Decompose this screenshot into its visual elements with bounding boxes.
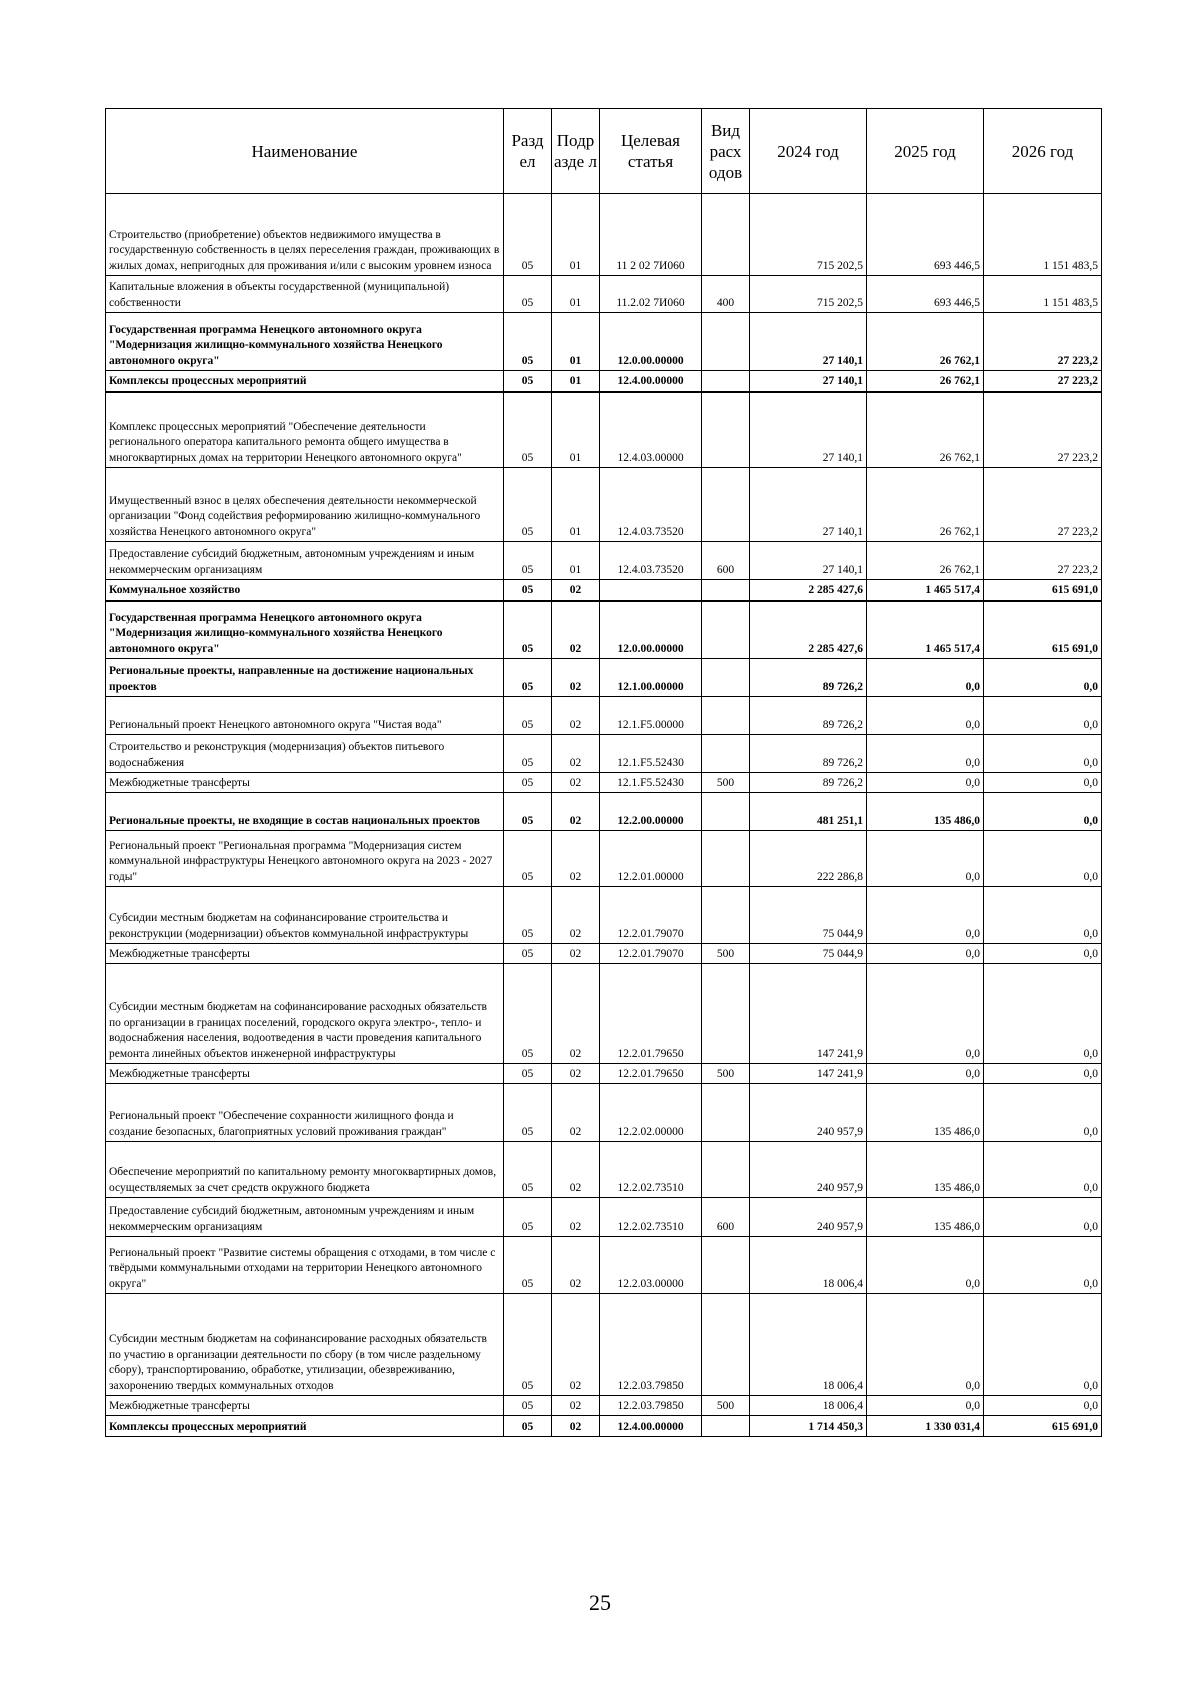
budget-table — [105, 108, 1102, 1437]
row-amount-2024: 715 202,5 — [750, 194, 867, 276]
table-row — [106, 887, 1102, 944]
row-tselevaya-statya: 12.4.03.73520 — [600, 542, 702, 580]
row-razdel: 05 — [504, 371, 552, 392]
row-amount-2024: 27 140,1 — [750, 392, 867, 468]
row-podrazdel: 02 — [552, 944, 600, 964]
row-vid-rashodov — [702, 697, 750, 735]
row-amount-2026: 1 151 483,5 — [984, 276, 1102, 313]
table-row — [106, 1198, 1102, 1237]
row-amount-2026: 27 223,2 — [984, 468, 1102, 542]
row-amount-2026: 27 223,2 — [984, 371, 1102, 392]
row-name: Межбюджетные трансферты — [106, 1064, 504, 1084]
row-razdel: 05 — [504, 1142, 552, 1198]
table-row — [106, 831, 1102, 887]
table-row — [106, 276, 1102, 313]
row-name: Региональные проекты, направленные на достижение национальных проектов — [106, 659, 504, 697]
table-row — [106, 773, 1102, 793]
row-tselevaya-statya: 12.2.01.79650 — [600, 964, 702, 1064]
row-tselevaya-statya: 12.2.00.00000 — [600, 793, 702, 831]
row-amount-2026: 1 151 483,5 — [984, 194, 1102, 276]
row-razdel: 05 — [504, 194, 552, 276]
row-amount-2024: 89 726,2 — [750, 697, 867, 735]
row-amount-2026: 0,0 — [984, 773, 1102, 793]
header-razdel: Разд ел — [504, 109, 552, 194]
row-razdel: 05 — [504, 697, 552, 735]
row-name: Субсидии местным бюджетам на софинансирование строительства и реконструкции (модернизации) объектов коммунальной инфраструктуры — [106, 887, 504, 944]
row-amount-2024: 75 044,9 — [750, 887, 867, 944]
row-amount-2025: 0,0 — [867, 1237, 984, 1294]
row-name: Межбюджетные трансферты — [106, 773, 504, 793]
row-amount-2024: 222 286,8 — [750, 831, 867, 887]
row-name: Субсидии местным бюджетам на софинансирование расходных обязательств по участию в организации деятельности по сбору (в том числе раздельному сбору), транспортированию, обработке, утилизации, обезвреживанию, захоронению твердых коммунальных отходов — [106, 1294, 504, 1396]
row-amount-2026: 615 691,0 — [984, 1416, 1102, 1437]
row-razdel: 05 — [504, 887, 552, 944]
row-amount-2026: 0,0 — [984, 1396, 1102, 1416]
row-amount-2026: 0,0 — [984, 964, 1102, 1064]
row-name: Комплексы процессных мероприятий — [106, 371, 504, 392]
row-amount-2024: 89 726,2 — [750, 659, 867, 697]
row-amount-2025: 0,0 — [867, 659, 984, 697]
row-amount-2024: 27 140,1 — [750, 371, 867, 392]
table-row — [106, 468, 1102, 542]
row-amount-2024: 27 140,1 — [750, 468, 867, 542]
row-amount-2025: 135 486,0 — [867, 1198, 984, 1237]
row-podrazdel: 02 — [552, 773, 600, 793]
row-amount-2025: 0,0 — [867, 1396, 984, 1416]
row-vid-rashodov — [702, 371, 750, 392]
row-tselevaya-statya: 12.2.03.00000 — [600, 1237, 702, 1294]
row-amount-2025: 0,0 — [867, 831, 984, 887]
table-row — [106, 313, 1102, 371]
row-amount-2024: 240 957,9 — [750, 1084, 867, 1142]
row-tselevaya-statya: 12.2.01.79070 — [600, 887, 702, 944]
row-podrazdel: 01 — [552, 276, 600, 313]
table-row — [106, 1142, 1102, 1198]
row-name: Региональный проект "Развитие системы обращения с отходами, в том числе с твёрдыми коммунальными отходами на территории Ненецкого автономного округа" — [106, 1237, 504, 1294]
row-vid-rashodov: 500 — [702, 1064, 750, 1084]
row-amount-2024: 715 202,5 — [750, 276, 867, 313]
row-tselevaya-statya: 12.2.03.79850 — [600, 1294, 702, 1396]
row-amount-2025: 26 762,1 — [867, 313, 984, 371]
row-amount-2025: 693 446,5 — [867, 276, 984, 313]
row-amount-2025: 135 486,0 — [867, 793, 984, 831]
row-amount-2024: 18 006,4 — [750, 1237, 867, 1294]
row-amount-2026: 0,0 — [984, 1198, 1102, 1237]
row-amount-2026: 27 223,2 — [984, 392, 1102, 468]
row-name: Субсидии местным бюджетам на софинансирование расходных обязательств по организации в границах поселений, городского округа электро-, тепло- и водоснабжения населения, водоотведения в части проведения капитального ремонта линейных объектов инженерной инфраструктуры — [106, 964, 504, 1064]
page-number: 25 — [589, 1590, 611, 1615]
row-name: Предоставление субсидий бюджетным, автономным учреждениям и иным некоммерческим организациям — [106, 1198, 504, 1237]
row-razdel: 05 — [504, 542, 552, 580]
row-podrazdel: 01 — [552, 194, 600, 276]
row-tselevaya-statya: 12.2.01.79070 — [600, 944, 702, 964]
row-tselevaya-statya: 12.2.02.73510 — [600, 1198, 702, 1237]
row-vid-rashodov — [702, 601, 750, 659]
row-name: Комплексы процессных мероприятий — [106, 1416, 504, 1437]
row-vid-rashodov — [702, 468, 750, 542]
row-podrazdel: 01 — [552, 371, 600, 392]
row-podrazdel: 02 — [552, 735, 600, 773]
row-podrazdel: 02 — [552, 697, 600, 735]
table-row — [106, 392, 1102, 468]
row-tselevaya-statya: 12.1.00.00000 — [600, 659, 702, 697]
table-row — [106, 964, 1102, 1064]
row-name: Имущественный взнос в целях обеспечения деятельности некоммерческой организации "Фонд содействия реформированию жилищно-коммунального хозяйства Ненецкого автономного округа" — [106, 468, 504, 542]
row-amount-2025: 0,0 — [867, 773, 984, 793]
row-name: Предоставление субсидий бюджетным, автономным учреждениям и иным некоммерческим организациям — [106, 542, 504, 580]
row-amount-2026: 0,0 — [984, 1084, 1102, 1142]
row-amount-2024: 147 241,9 — [750, 964, 867, 1064]
table-row — [106, 601, 1102, 659]
row-podrazdel: 02 — [552, 1416, 600, 1437]
row-amount-2025: 0,0 — [867, 1294, 984, 1396]
row-razdel: 05 — [504, 735, 552, 773]
row-name: Межбюджетные трансферты — [106, 944, 504, 964]
row-vid-rashodov — [702, 793, 750, 831]
row-podrazdel: 01 — [552, 468, 600, 542]
table-row — [106, 1416, 1102, 1437]
row-tselevaya-statya: 12.2.03.79850 — [600, 1396, 702, 1416]
header-vid-rashodov: Вид расх одов — [702, 109, 750, 194]
row-amount-2025: 135 486,0 — [867, 1142, 984, 1198]
row-tselevaya-statya: 12.4.00.00000 — [600, 371, 702, 392]
table-row — [106, 735, 1102, 773]
row-amount-2025: 1 465 517,4 — [867, 601, 984, 659]
row-podrazdel: 02 — [552, 601, 600, 659]
row-vid-rashodov — [702, 964, 750, 1064]
row-podrazdel: 01 — [552, 542, 600, 580]
row-amount-2024: 240 957,9 — [750, 1142, 867, 1198]
row-name: Межбюджетные трансферты — [106, 1396, 504, 1416]
row-podrazdel: 02 — [552, 1294, 600, 1396]
row-amount-2026: 615 691,0 — [984, 601, 1102, 659]
row-tselevaya-statya: 12.1.F5.00000 — [600, 697, 702, 735]
row-podrazdel: 02 — [552, 1064, 600, 1084]
row-name: Коммунальное хозяйство — [106, 580, 504, 601]
row-amount-2025: 26 762,1 — [867, 371, 984, 392]
header-tselevaya-statya: Целевая статья — [600, 109, 702, 194]
row-podrazdel: 02 — [552, 831, 600, 887]
row-podrazdel: 02 — [552, 793, 600, 831]
row-amount-2024: 89 726,2 — [750, 773, 867, 793]
row-tselevaya-statya: 12.4.03.00000 — [600, 392, 702, 468]
table-row — [106, 697, 1102, 735]
row-amount-2024: 27 140,1 — [750, 313, 867, 371]
row-vid-rashodov — [702, 580, 750, 601]
row-name: Региональные проекты, не входящие в состав национальных проектов — [106, 793, 504, 831]
row-razdel: 05 — [504, 1294, 552, 1396]
row-tselevaya-statya: 11 2 02 7И060 — [600, 194, 702, 276]
row-amount-2024: 2 285 427,6 — [750, 580, 867, 601]
row-name: Строительство и реконструкция (модернизация) объектов питьевого водоснабжения — [106, 735, 504, 773]
row-amount-2026: 0,0 — [984, 659, 1102, 697]
table-row — [106, 659, 1102, 697]
row-amount-2024: 27 140,1 — [750, 542, 867, 580]
row-razdel: 05 — [504, 831, 552, 887]
row-vid-rashodov — [702, 194, 750, 276]
row-podrazdel: 02 — [552, 1142, 600, 1198]
row-amount-2026: 0,0 — [984, 697, 1102, 735]
row-vid-rashodov — [702, 659, 750, 697]
row-vid-rashodov — [702, 1142, 750, 1198]
row-amount-2024: 18 006,4 — [750, 1396, 867, 1416]
row-razdel: 05 — [504, 1084, 552, 1142]
row-razdel: 05 — [504, 276, 552, 313]
row-amount-2024: 1 714 450,3 — [750, 1416, 867, 1437]
row-vid-rashodov — [702, 831, 750, 887]
row-vid-rashodov: 500 — [702, 1396, 750, 1416]
row-vid-rashodov: 600 — [702, 1198, 750, 1237]
row-tselevaya-statya: 12.0.00.00000 — [600, 601, 702, 659]
row-amount-2025: 1 465 517,4 — [867, 580, 984, 601]
row-razdel: 05 — [504, 1064, 552, 1084]
row-razdel: 05 — [504, 773, 552, 793]
row-amount-2025: 1 330 031,4 — [867, 1416, 984, 1437]
table-row — [106, 1064, 1102, 1084]
row-amount-2024: 240 957,9 — [750, 1198, 867, 1237]
header-year-2026: 2026 год — [984, 109, 1102, 194]
row-name: Комплекс процессных мероприятий "Обеспечение деятельности регионального оператора капитального ремонта общего имущества в многоквартирных домах на территории Ненецкого автономного округа" — [106, 392, 504, 468]
row-name: Государственная программа Ненецкого автономного округа "Модернизация жилищно-коммунального хозяйства Ненецкого автономного округа" — [106, 313, 504, 371]
row-tselevaya-statya: 12.2.01.79650 — [600, 1064, 702, 1084]
row-vid-rashodov: 500 — [702, 773, 750, 793]
row-amount-2025: 135 486,0 — [867, 1084, 984, 1142]
table-row — [106, 194, 1102, 276]
row-podrazdel: 02 — [552, 1084, 600, 1142]
row-razdel: 05 — [504, 793, 552, 831]
table-row — [106, 542, 1102, 580]
row-name: Строительство (приобретение) объектов недвижимого имущества в государственную собственность в целях переселения граждан, проживающих в жилых домах, непригодных для проживания и/или с высоким уровнем износа — [106, 194, 504, 276]
row-razdel: 05 — [504, 1198, 552, 1237]
row-vid-rashodov — [702, 1416, 750, 1437]
row-amount-2026: 0,0 — [984, 793, 1102, 831]
header-name: Наименование — [106, 109, 504, 194]
row-tselevaya-statya — [600, 580, 702, 601]
row-vid-rashodov — [702, 887, 750, 944]
row-amount-2026: 27 223,2 — [984, 313, 1102, 371]
row-vid-rashodov — [702, 1237, 750, 1294]
row-amount-2025: 26 762,1 — [867, 468, 984, 542]
header-year-2025: 2025 год — [867, 109, 984, 194]
row-amount-2026: 0,0 — [984, 831, 1102, 887]
table-row — [106, 1294, 1102, 1396]
row-vid-rashodov: 600 — [702, 542, 750, 580]
row-razdel: 05 — [504, 601, 552, 659]
row-amount-2026: 0,0 — [984, 735, 1102, 773]
row-tselevaya-statya: 12.4.03.73520 — [600, 468, 702, 542]
row-podrazdel: 02 — [552, 1237, 600, 1294]
row-tselevaya-statya: 12.2.02.73510 — [600, 1142, 702, 1198]
row-vid-rashodov — [702, 1084, 750, 1142]
row-amount-2026: 0,0 — [984, 887, 1102, 944]
row-razdel: 05 — [504, 392, 552, 468]
row-amount-2025: 0,0 — [867, 887, 984, 944]
row-razdel: 05 — [504, 944, 552, 964]
row-amount-2024: 147 241,9 — [750, 1064, 867, 1084]
row-name: Региональный проект Ненецкого автономного округа "Чистая вода" — [106, 697, 504, 735]
row-tselevaya-statya: 12.1.F5.52430 — [600, 735, 702, 773]
row-podrazdel: 02 — [552, 1396, 600, 1416]
row-amount-2026: 27 223,2 — [984, 542, 1102, 580]
row-amount-2026: 0,0 — [984, 1064, 1102, 1084]
row-amount-2026: 0,0 — [984, 1294, 1102, 1396]
row-amount-2026: 615 691,0 — [984, 580, 1102, 601]
row-tselevaya-statya: 12.0.00.00000 — [600, 313, 702, 371]
row-name: Региональный проект "Обеспечение сохранности жилищного фонда и создание безопасных, благоприятных условий проживания граждан" — [106, 1084, 504, 1142]
row-tselevaya-statya: 12.2.02.00000 — [600, 1084, 702, 1142]
row-tselevaya-statya: 11.2.02 7И060 — [600, 276, 702, 313]
row-amount-2024: 89 726,2 — [750, 735, 867, 773]
row-amount-2024: 18 006,4 — [750, 1294, 867, 1396]
row-amount-2026: 0,0 — [984, 1237, 1102, 1294]
row-podrazdel: 01 — [552, 392, 600, 468]
row-razdel: 05 — [504, 964, 552, 1064]
row-amount-2025: 0,0 — [867, 964, 984, 1064]
row-vid-rashodov — [702, 1294, 750, 1396]
row-podrazdel: 02 — [552, 659, 600, 697]
row-podrazdel: 02 — [552, 1198, 600, 1237]
row-podrazdel: 02 — [552, 580, 600, 601]
row-tselevaya-statya: 12.4.00.00000 — [600, 1416, 702, 1437]
row-amount-2026: 0,0 — [984, 944, 1102, 964]
row-amount-2025: 0,0 — [867, 1064, 984, 1084]
table-row — [106, 793, 1102, 831]
row-name: Капитальные вложения в объекты государственной (муниципальной) собственности — [106, 276, 504, 313]
row-amount-2026: 0,0 — [984, 1142, 1102, 1198]
table-row — [106, 944, 1102, 964]
row-razdel: 05 — [504, 313, 552, 371]
row-vid-rashodov: 400 — [702, 276, 750, 313]
row-amount-2025: 26 762,1 — [867, 542, 984, 580]
header-year-2024: 2024 год — [750, 109, 867, 194]
row-amount-2024: 2 285 427,6 — [750, 601, 867, 659]
row-amount-2025: 0,0 — [867, 944, 984, 964]
row-podrazdel: 02 — [552, 964, 600, 1064]
row-amount-2024: 75 044,9 — [750, 944, 867, 964]
row-vid-rashodov — [702, 313, 750, 371]
row-razdel: 05 — [504, 1396, 552, 1416]
row-podrazdel: 02 — [552, 887, 600, 944]
row-tselevaya-statya: 12.1.F5.52430 — [600, 773, 702, 793]
row-amount-2025: 26 762,1 — [867, 392, 984, 468]
row-razdel: 05 — [504, 1237, 552, 1294]
row-amount-2024: 481 251,1 — [750, 793, 867, 831]
row-vid-rashodov — [702, 735, 750, 773]
table-header-row — [106, 109, 1102, 194]
row-vid-rashodov — [702, 392, 750, 468]
row-podrazdel: 01 — [552, 313, 600, 371]
header-podrazdel: Подр азде л — [552, 109, 600, 194]
row-tselevaya-statya: 12.2.01.00000 — [600, 831, 702, 887]
row-razdel: 05 — [504, 659, 552, 697]
table-row — [106, 1396, 1102, 1416]
table-row — [106, 580, 1102, 601]
row-vid-rashodov: 500 — [702, 944, 750, 964]
row-razdel: 05 — [504, 1416, 552, 1437]
row-name: Обеспечение мероприятий по капитальному ремонту многоквартирных домов, осуществляемых за счет средств окружного бюджета — [106, 1142, 504, 1198]
row-razdel: 05 — [504, 468, 552, 542]
row-amount-2025: 0,0 — [867, 697, 984, 735]
row-razdel: 05 — [504, 580, 552, 601]
row-amount-2025: 693 446,5 — [867, 194, 984, 276]
row-amount-2025: 0,0 — [867, 735, 984, 773]
table-row — [106, 1237, 1102, 1294]
table-row — [106, 1084, 1102, 1142]
table-row — [106, 371, 1102, 392]
row-name: Региональный проект "Региональная программа "Модернизация систем коммунальной инфраструктуры Ненецкого автономного округа на 2023 - 2027 годы" — [106, 831, 504, 887]
row-name: Государственная программа Ненецкого автономного округа "Модернизация жилищно-коммунального хозяйства Ненецкого автономного округа" — [106, 601, 504, 659]
